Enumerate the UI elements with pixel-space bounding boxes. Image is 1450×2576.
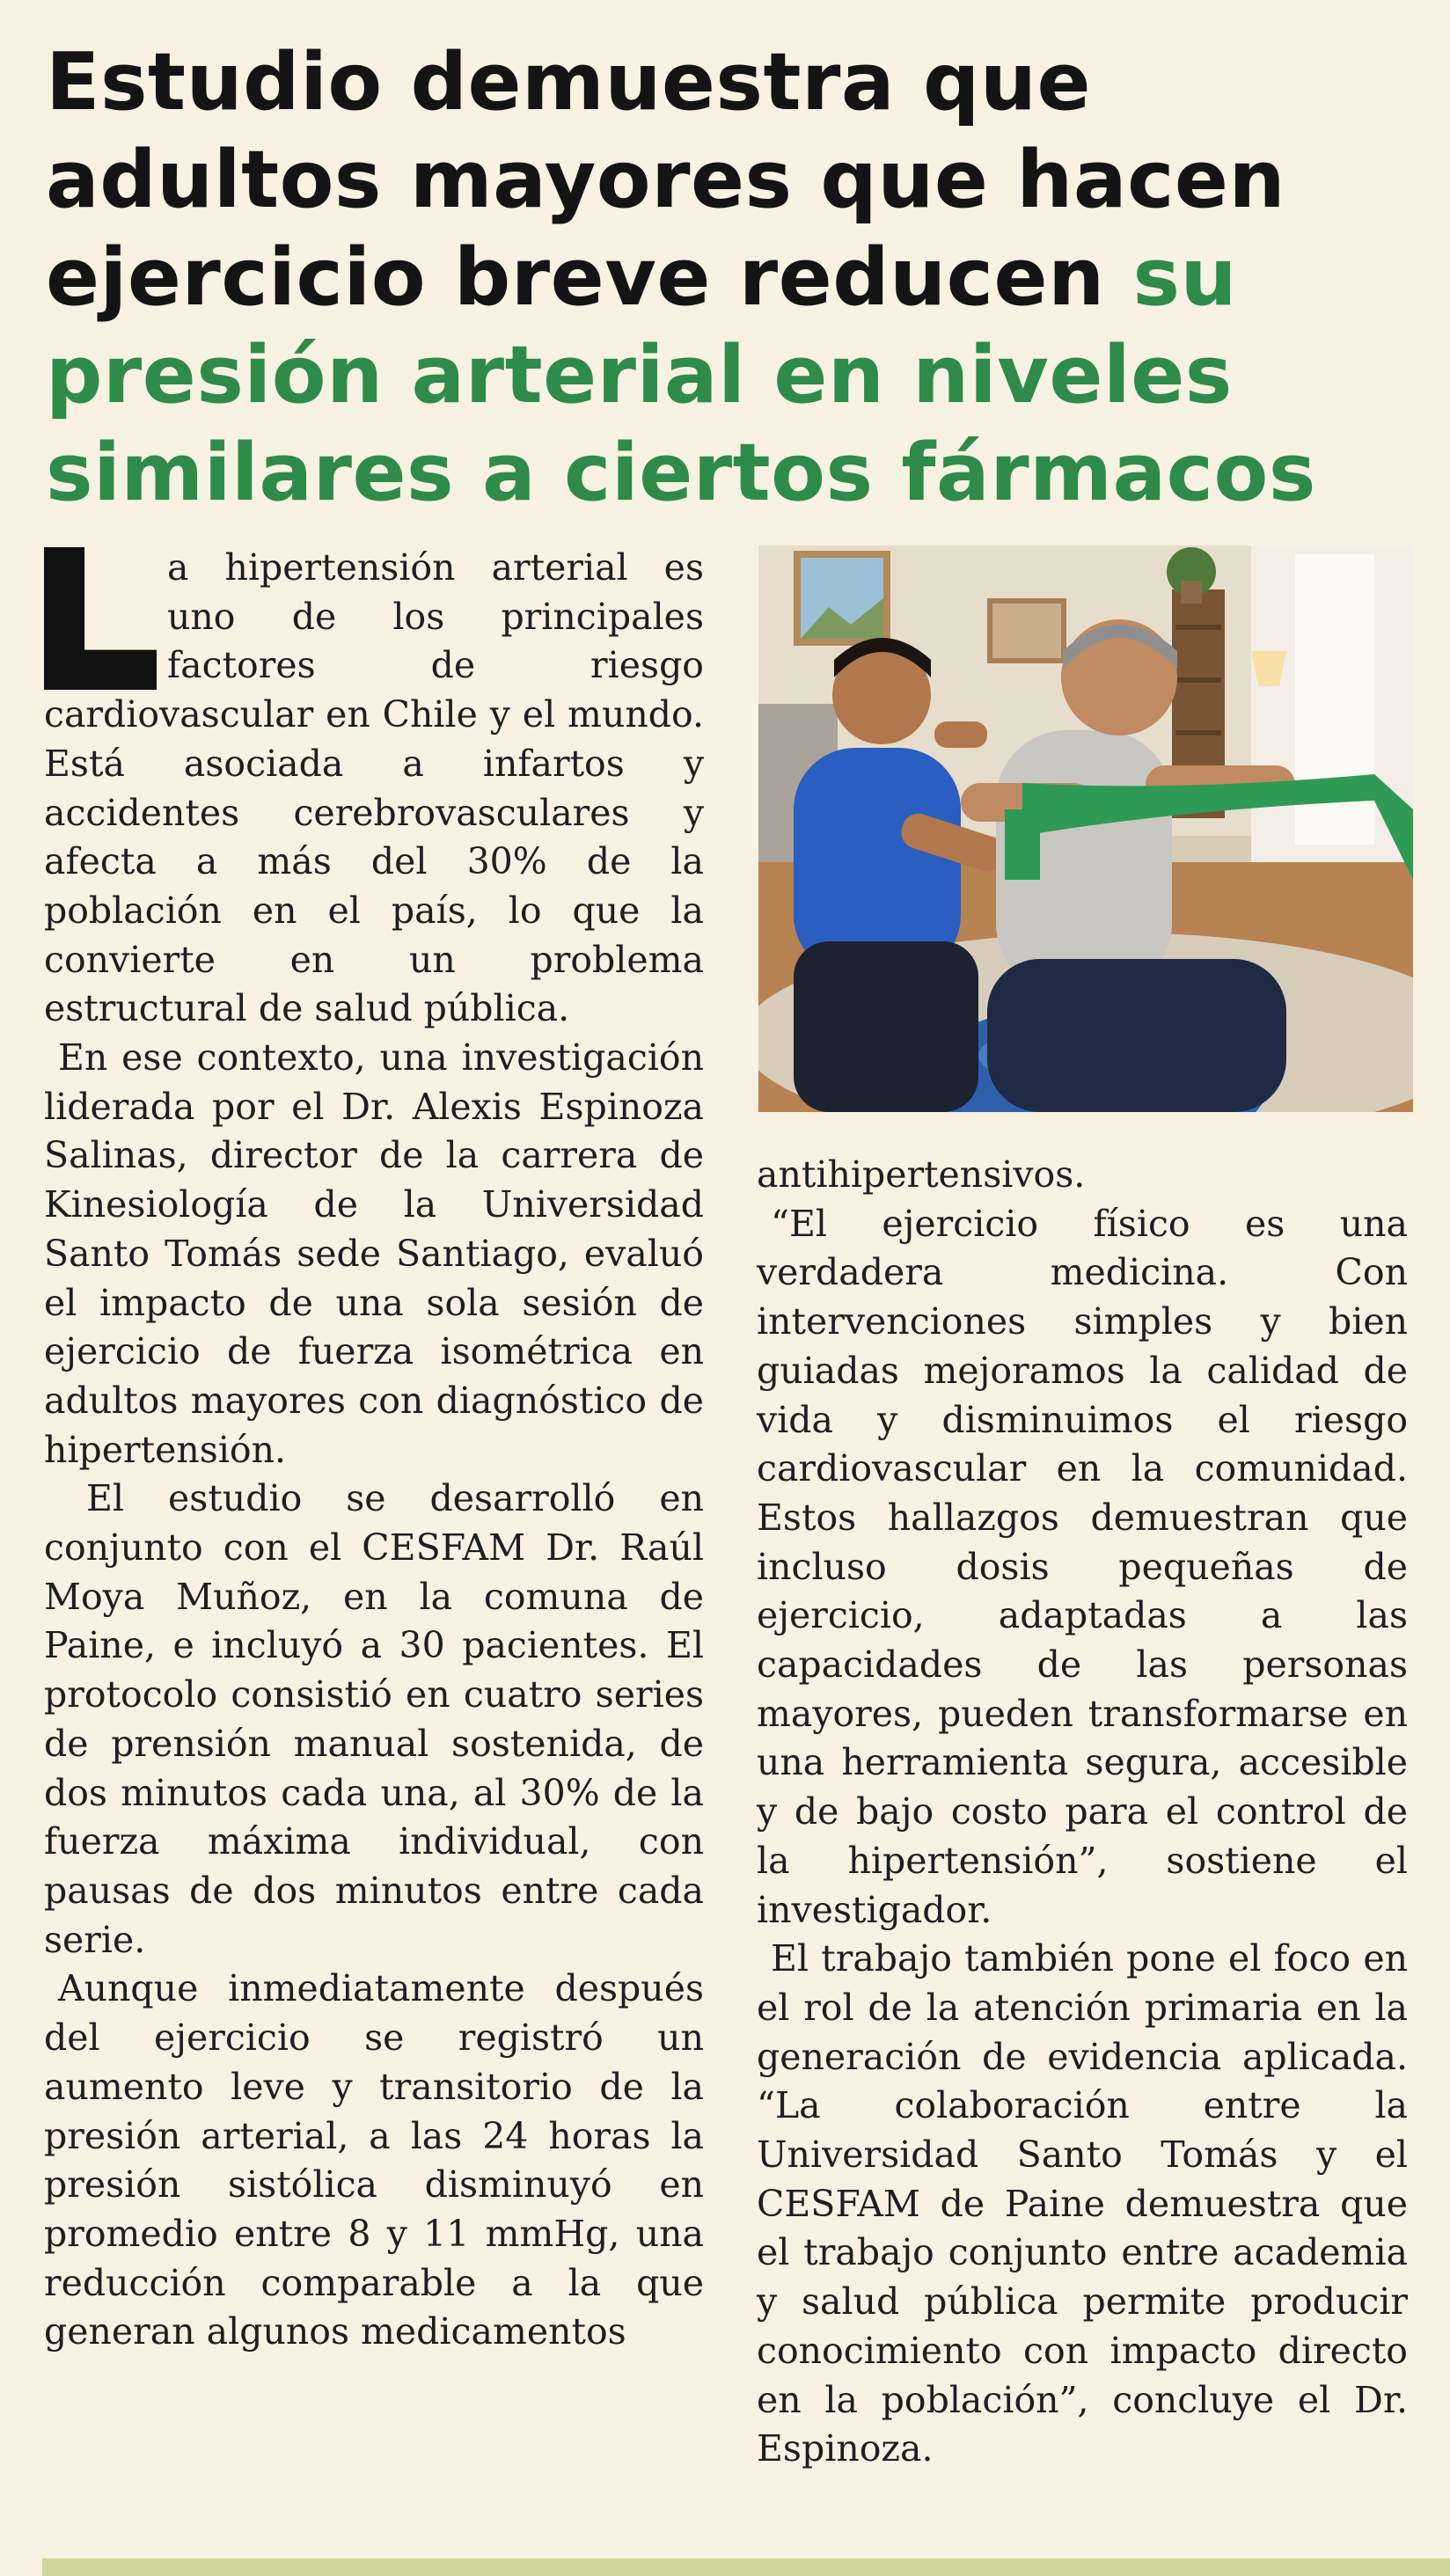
article-column-right xyxy=(757,1151,1408,2474)
article-paragraph-6: El trabajo también pone el foco en el rol de la atención primaria en la generación de evidencia aplicada. “La colaboración entre la Universidad Santo Tomás y el CESFAM de Paine demuestra que el trabajo conjunto entre academia y salud pública permite producir conocimiento con impacto directo en la población”, concluye el Dr. Espinoza. xyxy=(757,1937,1408,2470)
article-paragraph-2: En ese contexto, una investigación liderada por el Dr. Alexis Espinoza Salinas, director de la carrera de Kinesiología de la Universidad Santo Tomás sede Santiago, evaluó el impacto de una sola sesión de ejercicio de fuerza isométrica en adultos mayores con diagnóstico de hipertensión. xyxy=(44,1036,704,1471)
paragraph-text: a hipertensión arterial es uno de los principales factores de riesgo cardiovascular en Chile y el mundo. Está asociada a infartos y accidentes cerebrovasculares y afecta a más del 30% de la población en el país, lo que la convierte en un problema estructural de salud pública. xyxy=(44,546,704,1030)
drop-cap xyxy=(44,547,157,690)
article-column-left xyxy=(44,544,704,2357)
headline-part-dark: Estudio demuestra que adultos mayores que hacen ejercicio breve reducen xyxy=(46,36,1286,324)
article-paragraph-4-continued: antihipertensivos. xyxy=(757,1153,1086,1196)
footer-bar xyxy=(42,2558,1450,2576)
photo-therapist-with-older-man xyxy=(758,545,1413,1112)
headline-part-green: su presión arterial en niveles similares a ciertos fármacos xyxy=(46,231,1316,519)
article-paragraph-3: El estudio se desarrolló en conjunto con el CESFAM Dr. Raúl Moya Muñoz, en la comuna de Paine, e incluyó a 30 pacientes. El protocolo consistió en cuatro series de prensión manual sostenida, de dos minutos cada una, al 30% de la fuerza máxima individual, con pausas de dos minutos entre cada serie. xyxy=(44,1477,704,1961)
headline xyxy=(46,33,1418,522)
article-photo xyxy=(758,545,1413,1112)
article-paragraph-1 xyxy=(44,544,704,1034)
article-paragraph-4: Aunque inmediatamente después del ejercicio se registró un aumento leve y transitorio de la presión arterial, a las 24 horas la presión sistólica disminuyó en promedio entre 8 y 11 mmHg, una reducción comparable a la que generan algunos medicamentos xyxy=(44,1967,704,2353)
article-paragraph-5: “El ejercicio físico es una verdadera medicina. Con intervenciones simples y bien guiadas mejoramos la calidad de vida y disminuimos el riesgo cardiovascular en la comunidad. Estos hallazgos demuestran que incluso dosis pequeñas de ejercicio, adaptadas a las capacidades de las personas mayores, pueden transformarse en una herramienta segura, accesible y de bajo costo para el control de la hipertensión”, sostiene el investigador. xyxy=(757,1202,1408,1931)
